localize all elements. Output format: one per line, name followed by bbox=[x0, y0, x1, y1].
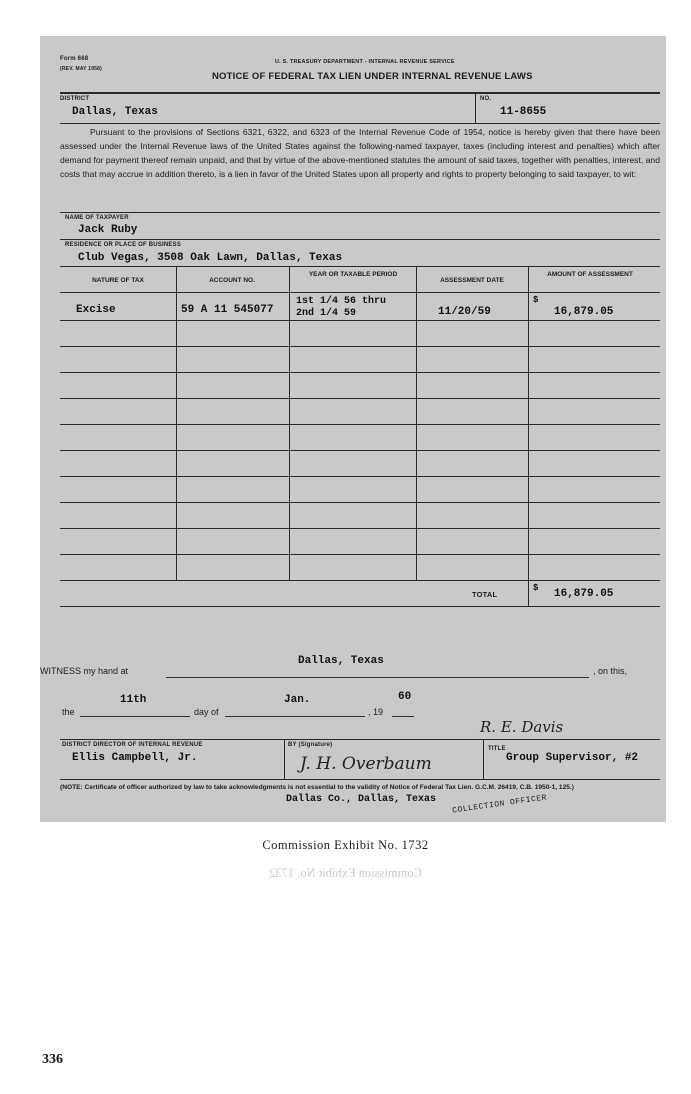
district-value: Dallas, Texas bbox=[72, 106, 158, 118]
total-rule bbox=[60, 606, 660, 607]
day-value: 11th bbox=[120, 694, 147, 706]
page-number: 336 bbox=[42, 1052, 63, 1067]
tax-lien-form bbox=[40, 36, 666, 822]
no-value: 11-8655 bbox=[500, 106, 547, 118]
no-label: NO. bbox=[480, 96, 492, 102]
table-row-rule bbox=[60, 372, 660, 373]
day-line bbox=[80, 716, 190, 717]
signature-top-rule bbox=[60, 739, 660, 740]
year-value: 60 bbox=[398, 691, 412, 703]
cell-date: 11/20/59 bbox=[438, 306, 491, 318]
total-label: TOTAL bbox=[472, 590, 498, 599]
district-rule bbox=[60, 123, 660, 124]
month-value: Jan. bbox=[284, 694, 311, 706]
cell-period-line1: 1st 1/4 56 thru bbox=[296, 296, 387, 307]
table-row-rule bbox=[60, 528, 660, 529]
district-label: DISTRICT bbox=[60, 96, 90, 102]
total-dollar: $ bbox=[533, 583, 539, 593]
table-row-rule bbox=[60, 320, 660, 321]
form-number: Form 668 bbox=[60, 56, 89, 62]
on-this-text: , on this, bbox=[593, 666, 628, 676]
month-line bbox=[225, 716, 365, 717]
signature-main: J. H. Overbaum bbox=[300, 754, 432, 774]
day-of-text: day of bbox=[194, 707, 219, 717]
note-typed: Dallas Co., Dallas, Texas bbox=[286, 794, 437, 805]
table-header-rule bbox=[60, 292, 660, 293]
director-label: DISTRICT DIRECTOR OF INTERNAL REVENUE bbox=[62, 742, 203, 748]
cell-period-line2: 2nd 1/4 59 bbox=[296, 308, 357, 319]
signature-top: R. E. Davis bbox=[480, 718, 564, 736]
residence-rule bbox=[60, 266, 660, 267]
col-header-period: YEAR OR TAXABLE PERIOD bbox=[308, 271, 398, 278]
residence-value: Club Vegas, 3508 Oak Lawn, Dallas, Texas bbox=[78, 252, 343, 264]
title-label: TITLE bbox=[488, 746, 506, 752]
cell-account: 59 A 11 545077 bbox=[181, 304, 274, 316]
bleedthrough-caption: Commission Exhibit No. 1732 bbox=[269, 866, 422, 880]
taxpayer-label: NAME OF TAXPAYER bbox=[65, 215, 129, 221]
signature-divider bbox=[483, 739, 484, 779]
cell-dollar: $ bbox=[533, 295, 539, 305]
total-value: 16,879.05 bbox=[554, 588, 614, 600]
witness-place: Dallas, Texas bbox=[298, 655, 384, 667]
col-header-amount: AMOUNT OF ASSESSMENT bbox=[547, 271, 633, 278]
cell-amount: 16,879.05 bbox=[554, 306, 614, 318]
residence-label: RESIDENCE OR PLACE OF BUSINESS bbox=[65, 242, 182, 248]
table-row-rule bbox=[60, 502, 660, 503]
col-header-nature: NATURE OF TAX bbox=[92, 277, 144, 284]
table-row-rule bbox=[60, 450, 660, 451]
witness-line bbox=[166, 677, 589, 678]
col-divider bbox=[528, 266, 529, 606]
col-divider bbox=[416, 266, 417, 580]
table-row-rule bbox=[60, 424, 660, 425]
by-label: BY (Signature) bbox=[288, 742, 333, 748]
lien-paragraph: Pursuant to the provisions of Sections 6321, 6322, and 6323 of the Internal Revenue Code of 1954, notice is hereby given that there have been assessed under the Internal Revenue laws of the United States against the following-named taxpayer, taxes (including interest and penalties) which after demand for payment thereof remain unpaid, and that by virtue of the above-mentioned statutes the amount of said taxes, together with penalties, interest, and costs that may accrue in addition thereto, is a lien in favor of the United States upon all property and rights to property belonging to said taxpayer, to wit: bbox=[60, 127, 660, 179]
col-header-date: ASSESSMENT DATE bbox=[440, 277, 504, 284]
exhibit-caption: Commission Exhibit No. 1732 bbox=[262, 838, 429, 852]
paragraph-rule bbox=[60, 212, 660, 213]
signature-divider bbox=[284, 739, 285, 779]
director-value: Ellis Campbell, Jr. bbox=[72, 752, 198, 764]
table-row-rule bbox=[60, 398, 660, 399]
title-value: Group Supervisor, #2 bbox=[506, 752, 639, 764]
district-divider bbox=[475, 93, 476, 123]
witness-text: WITNESS my hand at bbox=[40, 666, 129, 676]
collection-officer: COLLECTION OFFICER bbox=[451, 793, 548, 816]
header-rule bbox=[60, 92, 660, 94]
the-text: the bbox=[62, 707, 75, 717]
taxpayer-value: Jack Ruby bbox=[78, 224, 138, 236]
agency-line: U. S. TREASURY DEPARTMENT - INTERNAL REVENUE SERVICE bbox=[275, 59, 455, 65]
signature-bottom-rule bbox=[60, 779, 660, 780]
table-row-rule bbox=[60, 580, 660, 581]
form-revision: (REV. MAY 1958) bbox=[60, 66, 103, 72]
table-row-rule bbox=[60, 476, 660, 477]
taxpayer-rule bbox=[60, 239, 660, 240]
year-line bbox=[392, 716, 414, 717]
col-divider bbox=[289, 266, 290, 580]
year-prefix: , 19 bbox=[368, 707, 384, 717]
note-text: (NOTE: Certificate of officer authorized by law to take acknowledgments is not essential to the validity of Notice of Federal Tax Lien. G.C.M. 26419, C.B. 1950-1, 125.) bbox=[60, 784, 574, 791]
table-row-rule bbox=[60, 346, 660, 347]
col-header-account: ACCOUNT NO. bbox=[209, 277, 255, 284]
table-row-rule bbox=[60, 554, 660, 555]
cell-nature: Excise bbox=[76, 304, 116, 316]
col-divider bbox=[176, 266, 177, 580]
form-title: NOTICE OF FEDERAL TAX LIEN UNDER INTERNAL REVENUE LAWS bbox=[212, 71, 533, 82]
